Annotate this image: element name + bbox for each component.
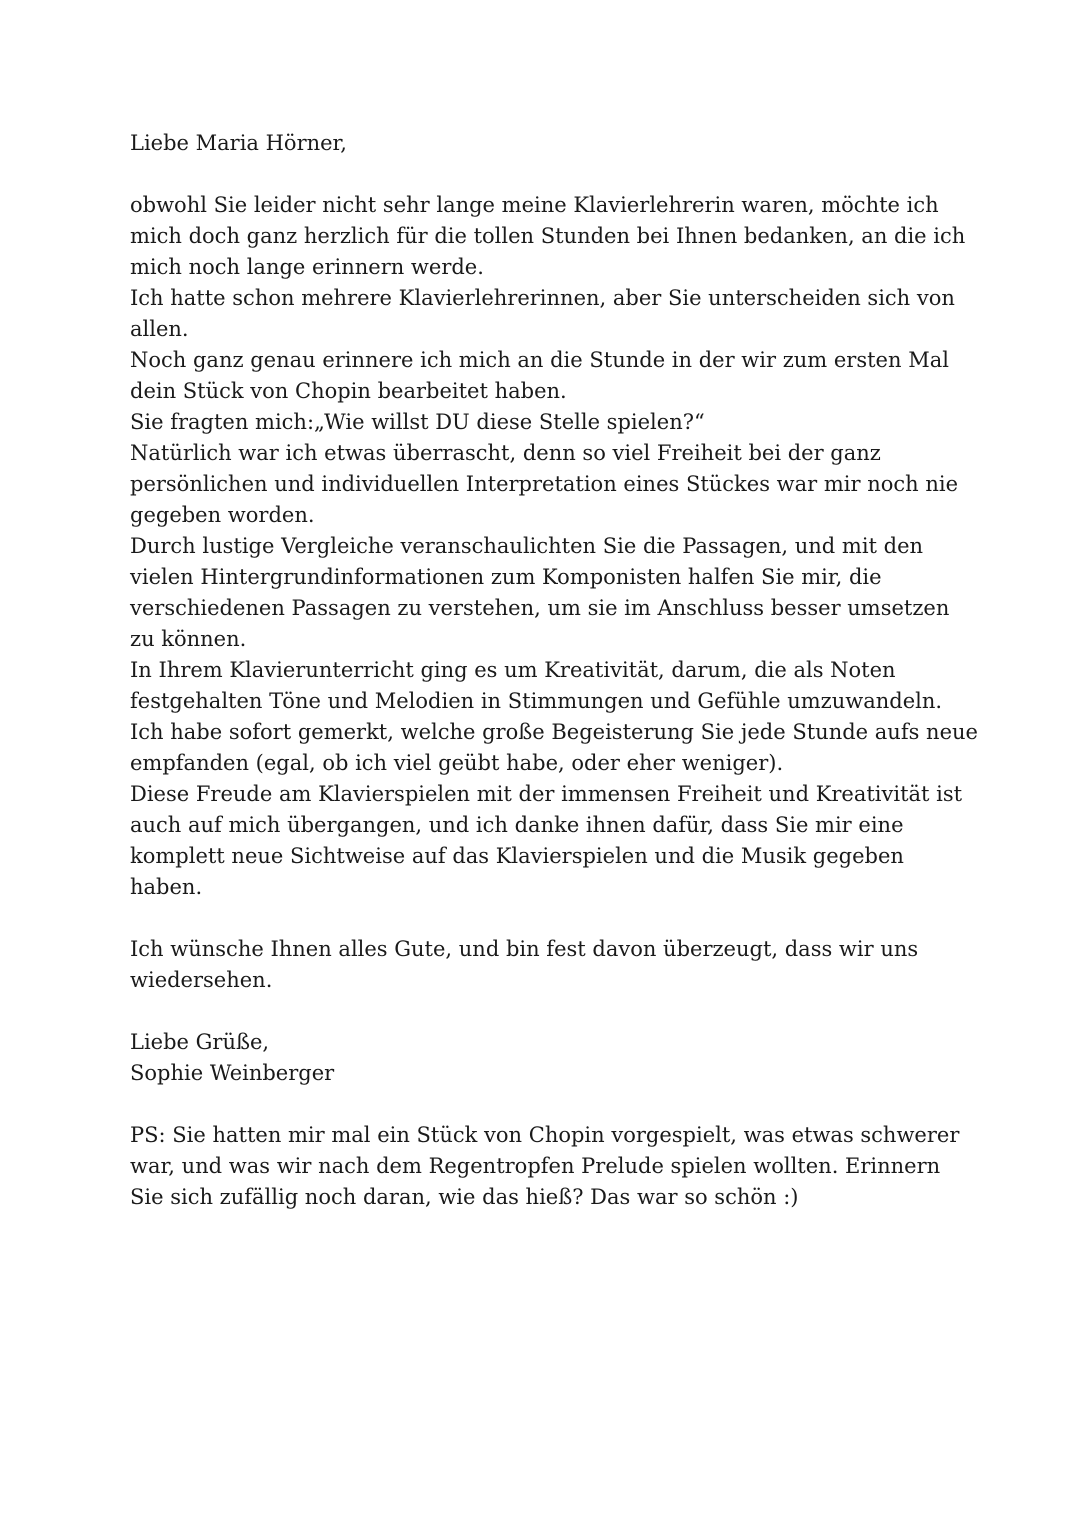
body-line: persönlichen und individuellen Interpretation eines Stückes war mir noch nie bbox=[130, 472, 959, 496]
letter-text bbox=[130, 128, 990, 1213]
body-line: Sie fragten mich:„Wie willst DU diese Stelle spielen?“ bbox=[130, 410, 705, 434]
body-line: zu können. bbox=[130, 627, 247, 651]
paragraph-gap bbox=[130, 1089, 990, 1120]
body-line: festgehalten Töne und Melodien in Stimmungen und Gefühle umzuwandeln. bbox=[130, 689, 943, 713]
body-line: In Ihrem Klavierunterricht ging es um Kreativität, darum, die als Noten bbox=[130, 658, 896, 682]
body-line: dein Stück von Chopin bearbeitet haben. bbox=[130, 379, 567, 403]
paragraph-gap bbox=[130, 159, 990, 190]
signature: Sophie Weinberger bbox=[130, 1061, 335, 1085]
body-line: Diese Freude am Klavierspielen mit der immensen Freiheit und Kreativität ist bbox=[130, 782, 963, 806]
body-line: mich doch ganz herzlich für die tollen Stunden bei Ihnen bedanken, an die ich bbox=[130, 224, 966, 248]
paragraph-gap bbox=[130, 996, 990, 1027]
body-line: haben. bbox=[130, 875, 203, 899]
body-line: vielen Hintergrundinformationen zum Komponisten halfen Sie mir, die bbox=[130, 565, 882, 589]
closing: Liebe Grüße, bbox=[130, 1030, 270, 1054]
body-line: mich noch lange erinnern werde. bbox=[130, 255, 484, 279]
body-line: Ich hatte schon mehrere Klavierlehrerinnen, aber Sie unterscheiden sich von bbox=[130, 286, 955, 310]
salutation: Liebe Maria Hörner, bbox=[130, 131, 347, 155]
body-line: Noch ganz genau erinnere ich mich an die Stunde in der wir zum ersten Mal bbox=[130, 348, 949, 372]
body-line: allen. bbox=[130, 317, 189, 341]
wish-line: Ich wünsche Ihnen alles Gute, und bin fest davon überzeugt, dass wir uns bbox=[130, 937, 919, 961]
ps-line: war, und was wir nach dem Regentropfen Prelude spielen wollten. Erinnern bbox=[130, 1154, 941, 1178]
body-line: Natürlich war ich etwas überrascht, denn so viel Freiheit bei der ganz bbox=[130, 441, 881, 465]
postscript bbox=[130, 1120, 990, 1213]
ps-line: Sie sich zufällig noch daran, wie das hieß? Das war so schön :) bbox=[130, 1185, 799, 1209]
body-line: obwohl Sie leider nicht sehr lange meine Klavierlehrerin waren, möchte ich bbox=[130, 193, 939, 217]
body-line: verschiedenen Passagen zu verstehen, um sie im Anschluss besser umsetzen bbox=[130, 596, 950, 620]
ps-line: PS: Sie hatten mir mal ein Stück von Chopin vorgespielt, was etwas schwerer bbox=[130, 1123, 960, 1147]
body-line: empfanden (egal, ob ich viel geübt habe, oder eher weniger). bbox=[130, 751, 784, 775]
body-line: komplett neue Sichtweise auf das Klavierspielen und die Musik gegeben bbox=[130, 844, 904, 868]
body-line: Durch lustige Vergleiche veranschaulichten Sie die Passagen, und mit den bbox=[130, 534, 924, 558]
wish-line: wiedersehen. bbox=[130, 968, 273, 992]
paragraph-gap bbox=[130, 903, 990, 934]
letter-body bbox=[130, 190, 990, 903]
body-line: gegeben worden. bbox=[130, 503, 315, 527]
body-line: auch auf mich übergangen, und ich danke ihnen dafür, dass Sie mir eine bbox=[130, 813, 904, 837]
letter-wishes bbox=[130, 934, 990, 996]
body-line: Ich habe sofort gemerkt, welche große Begeisterung Sie jede Stunde aufs neue bbox=[130, 720, 978, 744]
